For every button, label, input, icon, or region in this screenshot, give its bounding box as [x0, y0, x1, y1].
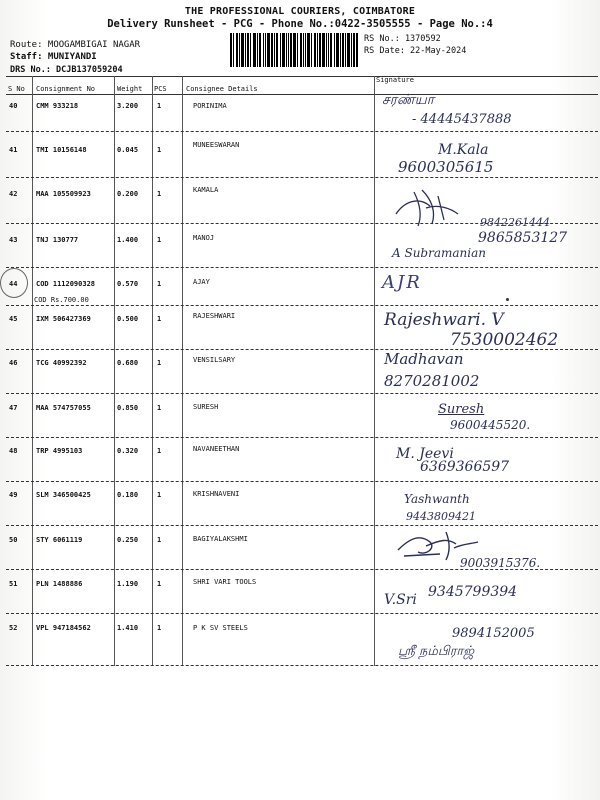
col-header-weight: Weight — [117, 85, 143, 93]
row-sno: 44 — [9, 280, 18, 288]
handwritten-phone: 6369366597 — [420, 459, 510, 475]
col-header-pcs: PCS — [154, 85, 167, 93]
ink-dot — [506, 298, 509, 301]
row-consignee: KRISHNAVENI — [193, 490, 240, 498]
row-sno: 48 — [9, 447, 18, 455]
col-header-signature: Signature — [376, 76, 414, 84]
handwritten-phone: - 44445437888 — [412, 112, 512, 127]
row-separator — [6, 665, 598, 666]
row-weight: 0.680 — [117, 359, 139, 367]
handwritten-phone: 9600445520. — [450, 418, 531, 432]
row-consignment-no: PLN 1488886 — [36, 580, 83, 588]
handwritten-signature: சரண்யா — [382, 92, 435, 108]
handwritten-signature: ஸ்ரீ நம்பிராஜ் — [398, 644, 475, 659]
handwritten-signature: AJR — [382, 272, 422, 293]
route-label: Route: MOOGAMBIGAI NAGAR — [10, 40, 141, 50]
row-consignee: MANOJ — [193, 234, 215, 242]
barcode-icon — [230, 33, 358, 67]
row-consignment-no: CMM 933218 — [36, 102, 79, 110]
row-consignee: KAMALA — [193, 186, 219, 194]
row-consignee: P K SV STEELS — [193, 624, 248, 632]
column-divider — [152, 76, 153, 666]
col-header-sno: S No — [8, 85, 25, 93]
handwritten-phone: 9003915376. — [460, 556, 541, 570]
row-consignment-no: COD 1112090328 — [36, 280, 96, 288]
row-pcs: 1 — [157, 315, 162, 323]
rs-date: RS Date: 22-May-2024 — [364, 46, 467, 56]
handwritten-phone: 9600305615 — [398, 158, 494, 176]
table-top-rule — [6, 76, 598, 77]
document-subtitle: Delivery Runsheet - PCG - Phone No.:0422-3505555 - Page No.:4 — [107, 18, 493, 30]
col-header-consignment: Consignment No — [36, 85, 96, 93]
row-separator — [6, 177, 598, 178]
handwritten-signature: Madhavan — [384, 350, 464, 368]
row-sno: 41 — [9, 146, 18, 154]
row-consignee: PORINIMA — [193, 102, 227, 110]
row-consignment-no: TMI 10156148 — [36, 146, 87, 154]
row-sno: 47 — [9, 404, 18, 412]
row-pcs: 1 — [157, 280, 162, 288]
row-pcs: 1 — [157, 491, 162, 499]
row-weight: 1.410 — [117, 624, 139, 632]
handwritten-signature: Rajeshwari. V — [384, 310, 504, 330]
row-pcs: 1 — [157, 102, 162, 110]
row-consignee: BAGIYALAKSHMI — [193, 535, 248, 543]
row-separator — [6, 437, 598, 438]
signature-scribble-icon — [392, 184, 462, 230]
row-sno: 46 — [9, 359, 18, 367]
row-consignment-no: IXM 506427369 — [36, 315, 91, 323]
handwritten-phone: 9345799394 — [428, 584, 518, 600]
handwritten-signature: V.Sri — [384, 592, 417, 608]
handwritten-phone: 9865853127 — [478, 230, 568, 246]
rs-number: RS No.: 1370592 — [364, 34, 441, 44]
row-consignment-no: STY 6061119 — [36, 536, 83, 544]
handwritten-signature: Yashwanth — [404, 492, 470, 506]
row-consignee: SHRI VARI TOOLS — [193, 578, 257, 586]
column-divider — [182, 76, 183, 666]
row-weight: 0.250 — [117, 536, 139, 544]
column-divider — [114, 76, 115, 666]
handwritten-phone: 7530002462 — [450, 330, 559, 350]
row-consignment-no: MAA 574757055 — [36, 404, 91, 412]
row-separator — [6, 525, 598, 526]
row-separator — [6, 481, 598, 482]
staff-label: Staff: MUNIYANDI — [10, 52, 97, 62]
row-consignment-no: VPL 947184562 — [36, 624, 91, 632]
row-sno: 52 — [9, 624, 18, 632]
row-consignment-no: SLM 346500425 — [36, 491, 91, 499]
row-consignee: NAVANEETHAN — [193, 445, 240, 453]
column-divider — [374, 76, 375, 666]
row-pcs: 1 — [157, 404, 162, 412]
row-weight: 0.500 — [117, 315, 139, 323]
row-pcs: 1 — [157, 536, 162, 544]
row-consignee: SURESH — [193, 403, 219, 411]
row-separator — [6, 393, 598, 394]
row-weight: 0.200 — [117, 190, 139, 198]
row-sno: 42 — [9, 190, 18, 198]
row-pcs: 1 — [157, 236, 162, 244]
row-separator — [6, 267, 598, 268]
row-sno: 51 — [9, 580, 18, 588]
row-sno: 40 — [9, 102, 18, 110]
row-sno: 49 — [9, 491, 18, 499]
document-title: THE PROFESSIONAL COURIERS, COIMBATORE — [184, 6, 416, 17]
row-pcs: 1 — [157, 624, 162, 632]
handwritten-phone: 9443809421 — [406, 510, 476, 523]
row-consignee: RAJESHWARI — [193, 312, 236, 320]
row-separator — [6, 131, 598, 132]
drs-number: DRS No.: DCJB137059204 — [10, 65, 123, 75]
handwritten-signature: Suresh — [438, 402, 485, 417]
handwritten-phone: 9894152005 — [452, 626, 535, 641]
handwritten-phone: 9842261444 — [480, 216, 550, 229]
row-separator — [6, 305, 598, 306]
row-pcs: 1 — [157, 580, 162, 588]
row-consignment-no: MAA 105509923 — [36, 190, 91, 198]
row-consignee: AJAY — [193, 278, 210, 286]
row-sno: 45 — [9, 315, 18, 323]
row-sno: 43 — [9, 236, 18, 244]
handwritten-signature: M. Jeevi — [396, 446, 454, 462]
row-weight: 0.570 — [117, 280, 139, 288]
row-weight: 1.400 — [117, 236, 139, 244]
row-consignee: MUNEESWARAN — [193, 141, 240, 149]
row-consignee: VENSILSARY — [193, 356, 236, 364]
row-consignment-no: TCG 40992392 — [36, 359, 87, 367]
row-weight: 0.320 — [117, 447, 139, 455]
row-weight: 1.190 — [117, 580, 139, 588]
row-consignment-no: TNJ 130777 — [36, 236, 79, 244]
row-weight: 0.045 — [117, 146, 139, 154]
row-separator — [6, 613, 598, 614]
row-pcs: 1 — [157, 146, 162, 154]
cod-amount: COD Rs.700.00 — [34, 296, 89, 304]
row-weight: 0.180 — [117, 491, 139, 499]
handwritten-signature: M.Kala — [438, 142, 489, 158]
row-weight: 3.200 — [117, 102, 139, 110]
handwritten-signature: A Subramanian — [392, 246, 486, 260]
handwritten-phone: 8270281002 — [384, 372, 480, 390]
row-pcs: 1 — [157, 447, 162, 455]
col-header-consignee: Consignee Details — [186, 85, 258, 93]
row-pcs: 1 — [157, 359, 162, 367]
column-divider — [32, 76, 33, 666]
row-pcs: 1 — [157, 190, 162, 198]
row-consignment-no: TRP 4995103 — [36, 447, 83, 455]
row-weight: 0.850 — [117, 404, 139, 412]
table-header-rule — [6, 94, 598, 95]
row-sno: 50 — [9, 536, 18, 544]
